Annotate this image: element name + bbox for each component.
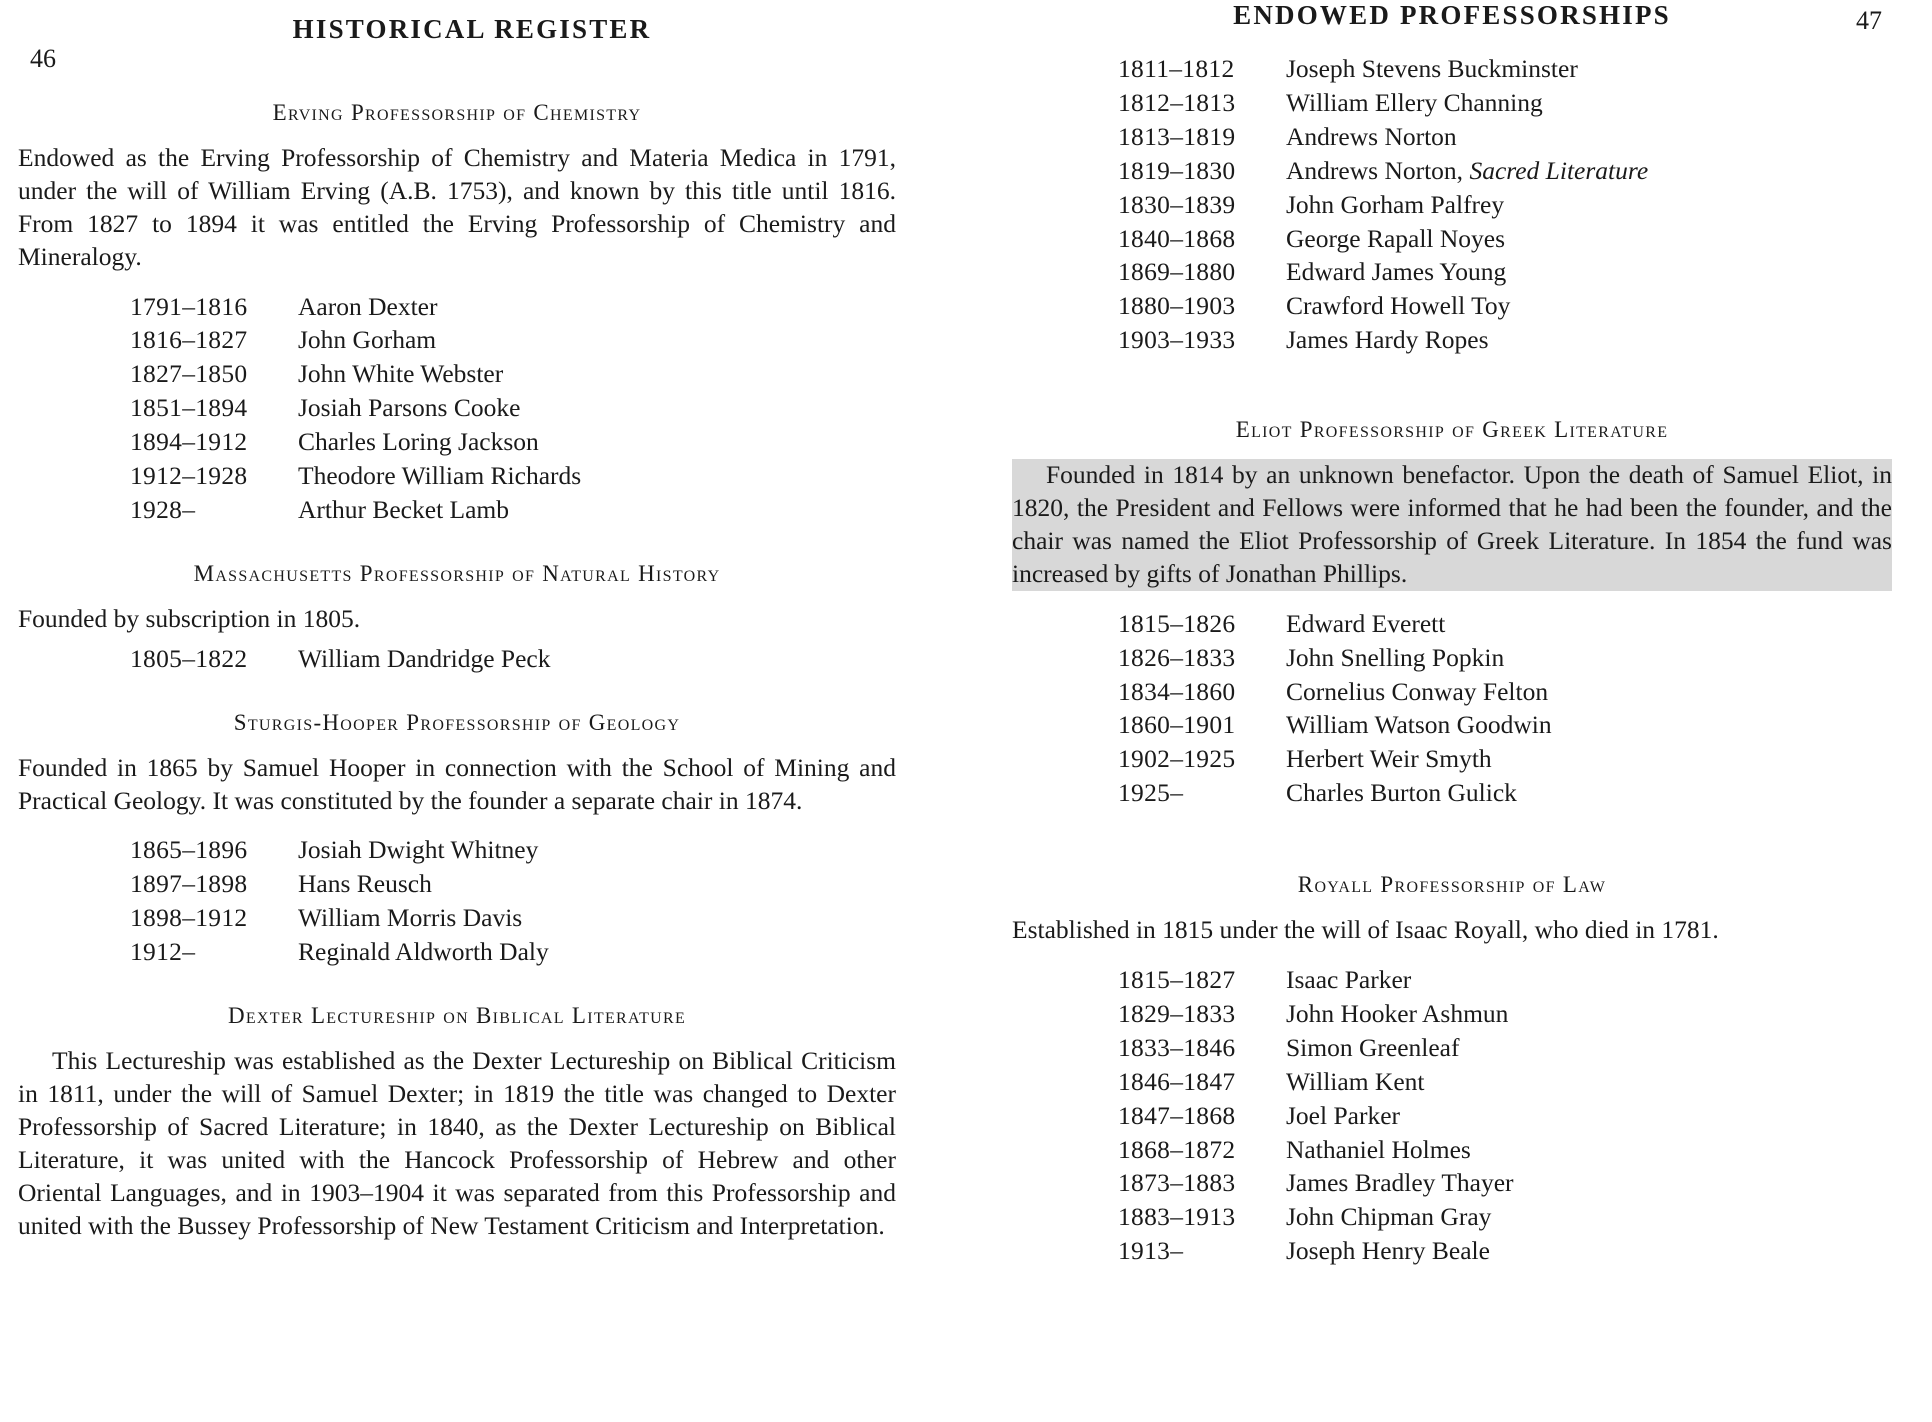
- entry-name: Nathaniel Holmes: [1286, 1134, 1471, 1164]
- section-paragraph: Endowed as the Erving Professorship of Chemistry and Materia Medica in 1791, under the will of William Erving (A.B. 1753), and known by this title until 1816. From 1827 to 1894 it was entitled the Erving Professorship of Chemistry and Mineralogy.: [18, 143, 896, 271]
- right-running-head-title: ENDOWED PROFESSORSHIPS: [1233, 0, 1671, 30]
- entry-years: 1902–1925: [1118, 744, 1236, 774]
- section-heading: Dexter Lectureship on Biblical Literature: [227, 1003, 687, 1029]
- list-item: [1118, 1065, 1892, 1099]
- entry-name: Isaac Parker: [1286, 965, 1412, 995]
- list-item: [130, 833, 896, 867]
- entry-name: William Ellery Channing: [1286, 87, 1543, 117]
- section-paragraph: Founded in 1814 by an unknown benefactor. Upon the death of Samuel Eliot, in 1820, the President and Fellows were informed that he had been the founder, and the chair was named the Eliot Professorship of Greek Literature. In 1854 the fund was increased by gifts of Jonathan Phillips.: [1012, 459, 1892, 591]
- entry-name: George Rapall Noyes: [1286, 223, 1506, 253]
- list-item: [130, 323, 896, 357]
- list-item: [130, 391, 896, 425]
- list-item: [130, 357, 896, 391]
- section-sturgis-hooper-geology: [18, 710, 896, 969]
- list-item: [1118, 222, 1892, 256]
- entry-years: 1880–1903: [1118, 291, 1236, 321]
- entry-name: Joseph Stevens Buckminster: [1286, 54, 1578, 83]
- right-running-head: [1012, 0, 1892, 52]
- section-paragraph: Founded by subscription in 1805.: [18, 603, 361, 633]
- list-item: [1118, 776, 1892, 810]
- entry-years: 1846–1847: [1118, 1066, 1236, 1096]
- entry-years: 1898–1912: [130, 903, 248, 933]
- section-heading: Erving Professorship of Chemistry: [272, 100, 642, 125]
- entry-name-note: Sacred Literature: [1469, 155, 1649, 185]
- entry-name: Andrews Norton: [1286, 121, 1457, 151]
- entry-name: Hans Reusch: [298, 869, 432, 899]
- entry-years: 1912–: [130, 937, 196, 967]
- entry-years: 1813–1819: [1118, 121, 1236, 151]
- entry-name: John White Webster: [298, 359, 504, 389]
- entry-name: Simon Greenleaf: [1286, 1032, 1460, 1062]
- section-paragraph: Founded in 1865 by Samuel Hooper in connection with the School of Mining and Practical Geology. It was constituted by the founder a separate chair in 1874.: [18, 752, 896, 815]
- list-item: [1118, 154, 1892, 188]
- occupant-list: [1118, 963, 1892, 1268]
- list-item: [130, 290, 896, 324]
- entry-years: 1912–1928: [130, 461, 248, 491]
- entry-years: 1812–1813: [1118, 87, 1236, 117]
- entry-years: 1928–: [130, 495, 196, 524]
- entry-name: Theodore William Richards: [298, 461, 582, 491]
- list-item: [130, 642, 896, 676]
- entry-name: Joel Parker: [1286, 1100, 1401, 1130]
- entry-years: 1847–1868: [1118, 1100, 1236, 1130]
- entry-years: 1815–1827: [1118, 965, 1236, 995]
- entry-years: 1827–1850: [130, 359, 248, 389]
- continued-occupant-list: [1118, 52, 1892, 357]
- entry-name: William Morris Davis: [298, 903, 523, 933]
- entry-name: [1286, 154, 1892, 188]
- section-dexter-lectureship: [18, 1003, 896, 1242]
- entry-years: 1897–1898: [130, 869, 248, 899]
- list-item: [130, 459, 896, 493]
- list-item: [1118, 1133, 1892, 1167]
- entry-years: 1883–1913: [1118, 1202, 1236, 1232]
- entry-years: 1815–1826: [1118, 608, 1236, 638]
- entry-name: Josiah Parsons Cooke: [298, 393, 521, 423]
- list-item: [130, 425, 896, 459]
- entry-years: 1826–1833: [1118, 642, 1236, 672]
- right-folio: 47: [1856, 6, 1882, 35]
- section-paragraph: This Lectureship was established as the Dexter Lectureship on Biblical Criticism in 1811, under the will of Samuel Dexter; in 1819 the title was changed to Dexter Professorship of Sacred Literature; in 1840, as the Dexter Lectureship on Biblical Literature, it was united with the Hancock Professorship of Hebrew and other Oriental Languages, and in 1903–1904 it was separated from this Professorship and united with the Bussey Professorship of New Testament Criticism and Interpretation.: [18, 1046, 896, 1240]
- entry-years: 1829–1833: [1118, 998, 1236, 1028]
- entry-name: Josiah Dwight Whitney: [298, 835, 539, 865]
- list-item: [1118, 323, 1892, 357]
- list-item: [1118, 188, 1892, 222]
- entry-name: John Snelling Popkin: [1286, 642, 1505, 672]
- occupant-list: [130, 833, 896, 969]
- entry-years: 1830–1839: [1118, 189, 1236, 219]
- entry-name: Edward Everett: [1286, 608, 1446, 638]
- section-eliot-greek-literature: [1012, 417, 1892, 810]
- section-erving-chemistry: [18, 100, 896, 527]
- entry-years: 1791–1816: [130, 291, 248, 321]
- section-massachusetts-natural-history: [18, 561, 896, 676]
- section-heading: Sturgis-Hooper Professorship of Geology: [233, 709, 681, 735]
- list-item: [1118, 1234, 1892, 1268]
- entry-years: 1865–1896: [130, 835, 248, 865]
- left-running-head: [18, 14, 896, 73]
- entry-years: 1903–1933: [1118, 325, 1236, 355]
- entry-name: Aaron Dexter: [298, 291, 438, 321]
- entry-years: 1869–1880: [1118, 257, 1236, 287]
- entry-name: John Gorham Palfrey: [1286, 189, 1505, 219]
- entry-name: Arthur Becket Lamb: [298, 495, 510, 524]
- list-item: [1118, 997, 1892, 1031]
- left-folio: 46: [30, 44, 56, 73]
- entry-name: John Hooker Ashmun: [1286, 998, 1509, 1028]
- entry-name: Herbert Weir Smyth: [1286, 744, 1492, 774]
- section-heading: Eliot Professorship of Greek Literature: [1235, 417, 1669, 443]
- entry-years: 1833–1846: [1118, 1032, 1236, 1062]
- entry-years: 1819–1830: [1118, 155, 1236, 185]
- section-heading: Massachusetts Professorship of Natural History: [193, 560, 721, 586]
- entry-name-text: Andrews Norton,: [1286, 155, 1470, 185]
- entry-name: Crawford Howell Toy: [1286, 291, 1511, 321]
- list-item: [1118, 120, 1892, 154]
- list-item: [130, 867, 896, 901]
- list-item: [130, 901, 896, 935]
- list-item: [1118, 607, 1892, 641]
- entry-years: 1894–1912: [130, 427, 248, 457]
- occupant-list: [130, 642, 896, 676]
- left-running-head-title: HISTORICAL REGISTER: [292, 14, 652, 44]
- entry-name: Edward James Young: [1286, 257, 1507, 287]
- section-paragraph: Established in 1815 under the will of Isaac Royall, who died in 1781.: [1012, 915, 1719, 945]
- entry-name: John Chipman Gray: [1286, 1202, 1492, 1232]
- entry-name: William Kent: [1286, 1066, 1425, 1096]
- entry-name: Joseph Henry Beale: [1286, 1236, 1490, 1266]
- section-heading: Royall Professorship of Law: [1297, 872, 1607, 898]
- entry-name: James Bradley Thayer: [1286, 1168, 1514, 1198]
- list-item: [1118, 1200, 1892, 1234]
- list-item: [130, 935, 896, 969]
- list-item: [1118, 675, 1892, 709]
- list-item: [1118, 963, 1892, 997]
- entry-name: Charles Burton Gulick: [1286, 778, 1517, 808]
- entry-years: 1873–1883: [1118, 1168, 1236, 1198]
- list-item: [1118, 1031, 1892, 1065]
- entry-years: 1811–1812: [1118, 54, 1235, 83]
- entry-years: 1925–: [1118, 778, 1184, 808]
- list-item: [1118, 52, 1892, 86]
- list-item: [1118, 289, 1892, 323]
- list-item: [1118, 742, 1892, 776]
- entry-years: 1913–: [1118, 1236, 1184, 1266]
- entry-years: 1860–1901: [1118, 710, 1236, 740]
- entry-name: Cornelius Conway Felton: [1286, 676, 1549, 706]
- entry-name: James Hardy Ropes: [1286, 325, 1489, 355]
- entry-years: 1816–1827: [130, 325, 248, 355]
- list-item: [1118, 641, 1892, 675]
- list-item: [1118, 255, 1892, 289]
- entry-years: 1851–1894: [130, 393, 248, 423]
- entry-name: William Dandridge Peck: [298, 643, 551, 673]
- entry-years: 1805–1822: [130, 643, 248, 673]
- list-item: [1118, 86, 1892, 120]
- entry-name: Reginald Aldworth Daly: [298, 937, 549, 967]
- list-item: [1118, 708, 1892, 742]
- entry-years: 1840–1868: [1118, 223, 1236, 253]
- list-item: [1118, 1166, 1892, 1200]
- entry-name: Charles Loring Jackson: [298, 427, 539, 457]
- entry-name: John Gorham: [298, 325, 437, 355]
- right-page: [966, 0, 1932, 1422]
- entry-years: 1834–1860: [1118, 676, 1236, 706]
- entry-name: William Watson Goodwin: [1286, 710, 1552, 740]
- entry-years: 1868–1872: [1118, 1134, 1236, 1164]
- occupant-list: [130, 290, 896, 527]
- list-item: [130, 493, 896, 527]
- section-royall-law: [1012, 872, 1892, 1268]
- list-item: [1118, 1099, 1892, 1133]
- occupant-list: [1118, 607, 1892, 810]
